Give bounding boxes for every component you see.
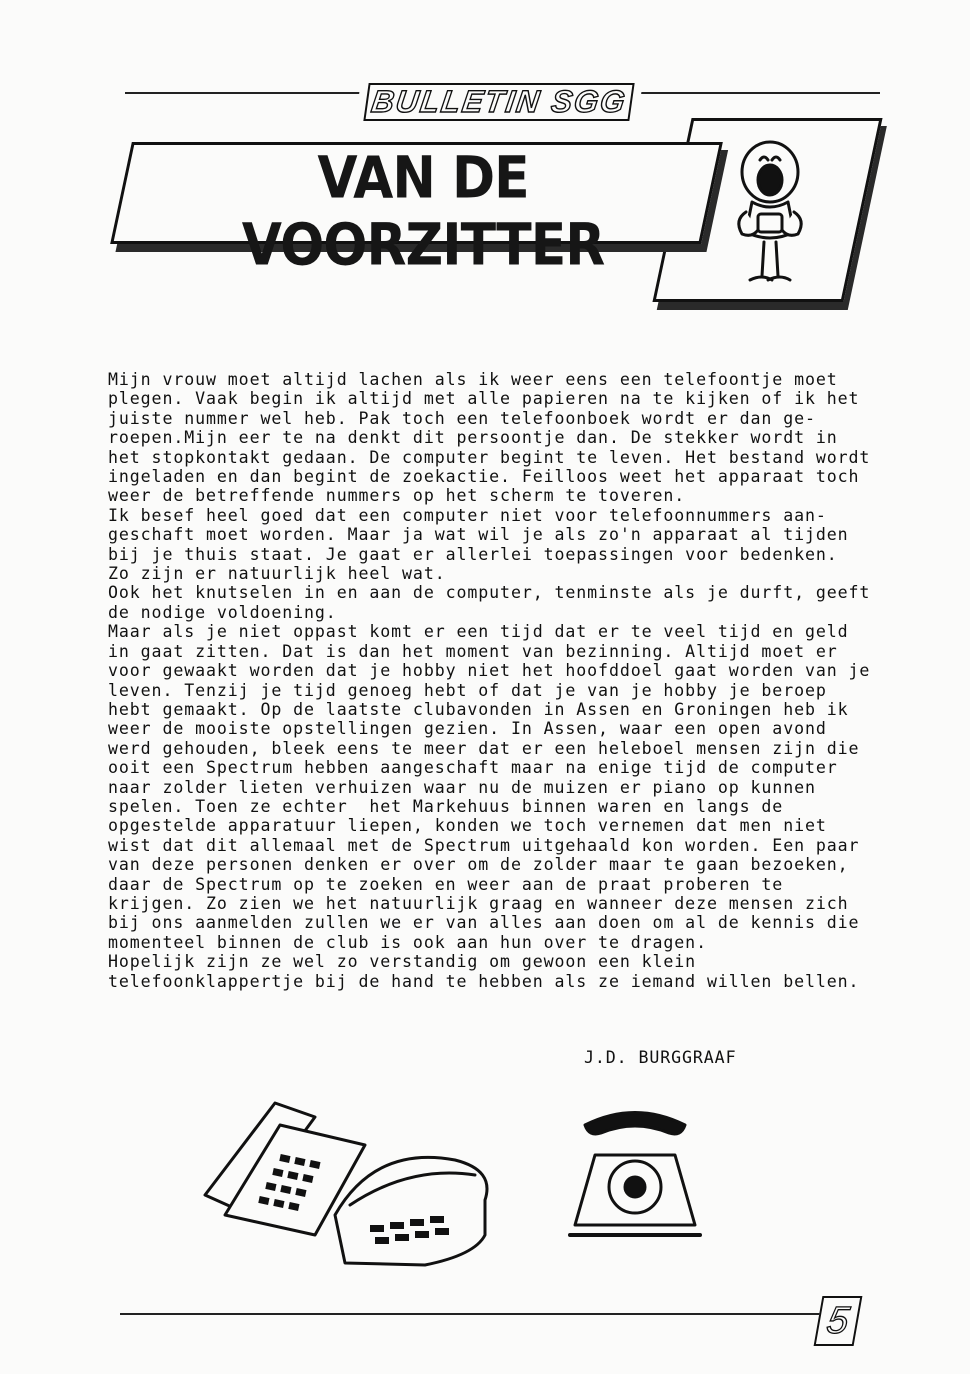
- article-line: Ook het knutselen in en aan de computer, tenminste als je durft, geeft: [108, 583, 871, 603]
- author-signature: J.D. BURGGRAAF: [584, 1048, 737, 1067]
- bulletin-label-text: BULLETIN SGG: [363, 83, 635, 121]
- article-line: voor gewaakt worden dat je hobby niet het hoofddoel gaat worden van je: [108, 661, 871, 681]
- article-body: [108, 370, 938, 991]
- article-line: bij ons aanmelden zullen we er van alles aan doen om al de kennis die: [108, 913, 860, 933]
- article-line: de nodige voldoening.: [108, 602, 337, 622]
- page-number: 5: [814, 1296, 863, 1346]
- article-line: naar zolder lieten verhuizen waar nu de muizen er piano op kunnen: [108, 777, 816, 797]
- article-line: roepen.Mijn eer te na denkt dit persoontje dan. De stekker wordt in: [108, 428, 838, 448]
- article-line: wist dat dit allemaal met de Spectrum uitgehaald kon worden. Een paar: [108, 835, 860, 855]
- article-line: Hopelijk zijn ze wel zo verstandig om gewoon een klein: [108, 952, 697, 972]
- article-line: ingeladen en dan begint de zoekactie. Feilloos weet het apparaat toch: [108, 467, 860, 487]
- article-line: Zo zijn er natuurlijk heel wat.: [108, 564, 446, 584]
- article-line: weer de betreffende nummers op het scherm te toveren.: [108, 486, 686, 506]
- page-title: VAN DE VOORZITTER: [241, 144, 605, 280]
- article-line: daar de Spectrum op te zoeken en weer aan de praat proberen te: [108, 874, 784, 894]
- article-line: opgestelde apparatuur liepen, konden we toch vernemen dat men niet: [108, 816, 827, 836]
- article-line: Mijn vrouw moet altijd lachen als ik weer eens een telefoontje moet: [108, 370, 838, 389]
- mascot-illustration-icon: [710, 130, 830, 290]
- article-line: van deze personen denken er over om de zolder maar te gaan bezoeken,: [108, 855, 849, 875]
- article-line: Ik besef heel goed dat een computer niet voor telefoonnummers aan-: [108, 505, 827, 525]
- article-line: juiste nummer wel heb. Pak toch een telefoonboek wordt er dan ge-: [108, 408, 816, 428]
- article-line: hebt gemaakt. Op de laatste clubavonden in Assen en Groningen heb ik: [108, 699, 849, 719]
- bulletin-label: [355, 82, 643, 122]
- footer-rule: [120, 1313, 820, 1315]
- telephones-illustration-icon: [185, 1085, 705, 1275]
- article-line: weer de mooiste opstellingen gezien. In Assen, waar een open avond: [108, 719, 827, 739]
- article-line: geschaft moet worden. Maar ja wat wil je als zo'n apparaat al tijden: [108, 525, 849, 545]
- article-line: Maar als je niet oppast komt er een tijd dat er te veel tijd en geld: [108, 622, 849, 642]
- article-line: het stopkontakt gedaan. De computer begint te leven. Het bestand wordt: [108, 447, 871, 467]
- article-line: spelen. Toen ze echter het Markehuus binnen waren en langs de: [108, 796, 784, 816]
- article-line: ooit een Spectrum hebben aangeschaft maar na enige tijd de computer: [108, 758, 838, 778]
- article-line: plegen. Vaak begin ik altijd met alle papieren na te kijken of ik het: [108, 389, 860, 409]
- article-line: krijgen. Zo zien we het natuurlijk graag en wanneer deze mensen zich: [108, 893, 849, 913]
- article-line: bij je thuis staat. Je gaat er allerlei toepassingen voor bedenken.: [108, 544, 838, 564]
- article-line: werd gehouden, bleek eens te meer dat er een heleboel mensen zijn die: [108, 738, 860, 758]
- article-line: leven. Tenzij je tijd genoeg hebt of dat je van je hobby je beroep: [108, 680, 827, 700]
- article-line: telefoonklappertje bij de hand te hebben als ze iemand willen bellen.: [108, 971, 860, 991]
- article-line: momenteel binnen de club is ook aan hun over te dragen.: [108, 932, 707, 952]
- article-line: in gaat zitten. Dat is dan het moment van bezinning. Altijd moet er: [108, 641, 838, 661]
